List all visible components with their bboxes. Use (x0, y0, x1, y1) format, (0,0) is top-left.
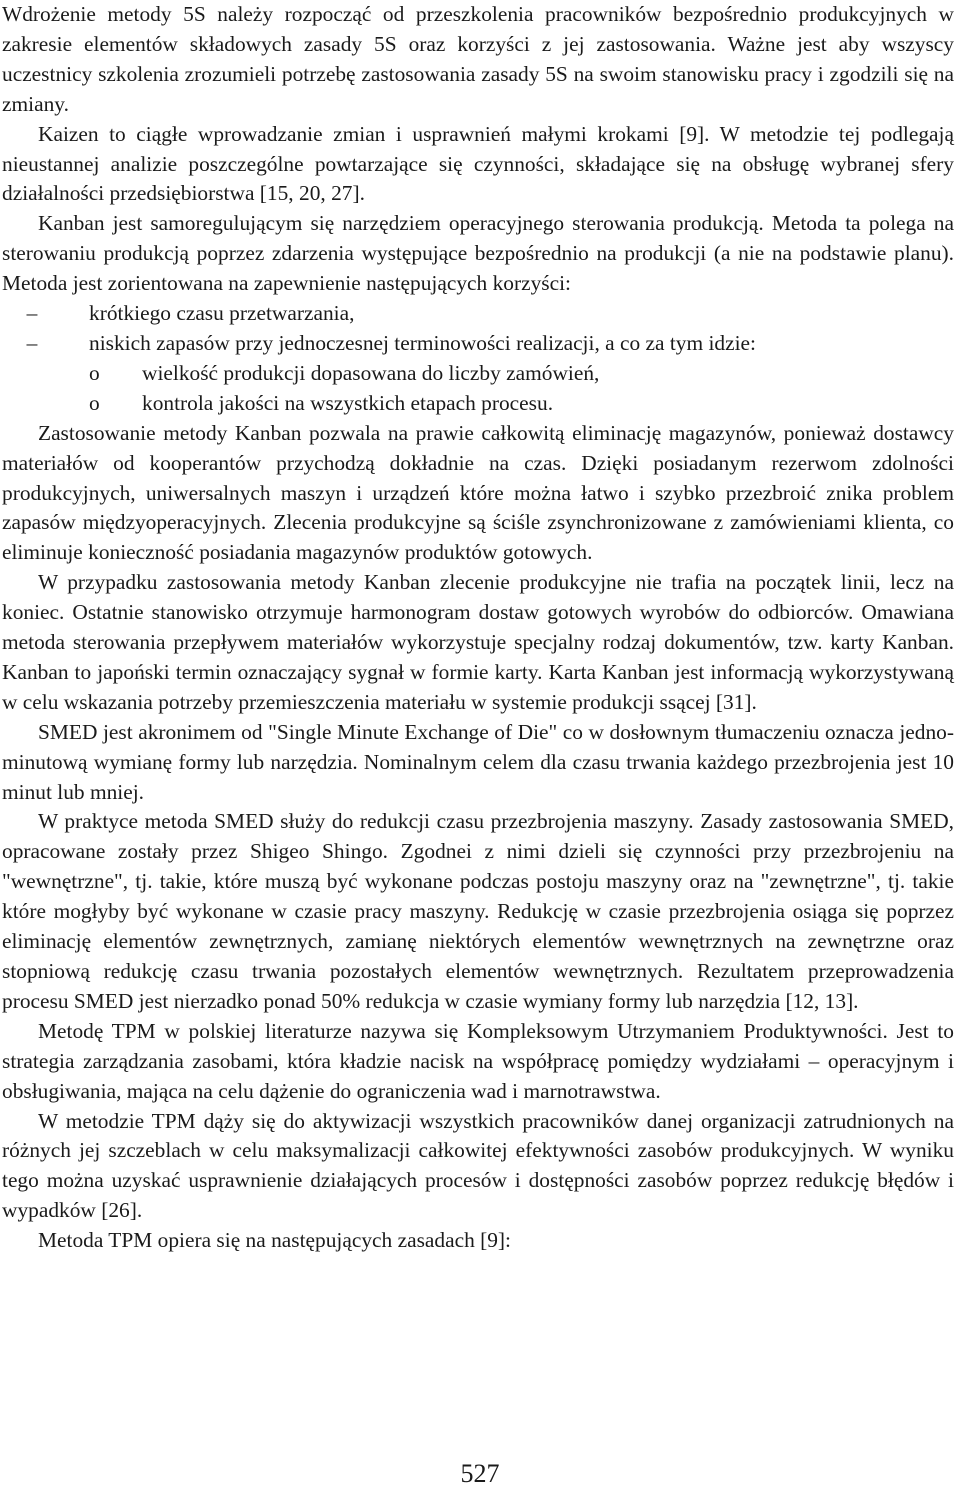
list-item-text: niskich zapasów przy jednoczesnej terminowości realizacji, a co za tym idzie: (89, 330, 756, 355)
paragraph-kanban-elimination: Zastosowanie metody Kanban pozwala na prawie całkowitą eliminację magazynów, ponieważ dostawcy materiałów od kooperantów przychodzą dokładnie na czas. Dzięki posiadanym rezerwom zdolności produkcyjnych, uniwersalnych maszyn i urządzeń które można łatwo i szybko przezbroić znika problem zapasów międzyoperacyjnych. Zlecenia produkcyjne są ściśle zsynchronizowane z zamówieniami klienta, co eliminuje konieczność posiadania magazynów produktów gotowych. (2, 420, 954, 565)
paragraph-tpm-principles: Metoda TPM opiera się na następujących zasadach [9]: (38, 1228, 511, 1253)
sublist-item (2, 389, 954, 419)
list-item (2, 329, 954, 359)
kanban-benefits-list (2, 299, 954, 359)
paragraph-kanban-cards: W przypadku zastosowania metody Kanban zlecenie produkcyjne nie trafia na początek linii, lecz na koniec. Ostatnie stanowisko otrzymuje harmonogram dostaw gotowych wyrobów do odbiorców. Omawiana metoda sterowania przepływem materiałów wykorzystuje specjalny rodzaj dokumentów, tzw. karty Kanban. Kanban to japoński termin oznaczający sygnał w formie karty. Karta Kanban jest informacją wykorzystywaną w celu wskazania potrzeby przemieszczenia materiału w systemie produkcji ssącej [31]. (2, 570, 954, 714)
paragraph-kaizen: Kaizen to ciągłe wprowadzanie zmian i usprawnień małymi krokami [9]. W metodzie tej podlegają nieustannej analizie poszczególne powtarzające się czynności, składające się na obsługę wybranej sfery działalności przedsiębiorstwa [15, 20, 27]. (2, 121, 954, 206)
paragraph-kanban-intro: Kanban jest samoregulującym się narzędziem operacyjnego sterowania produkcją. Metoda ta polega na sterowaniu produkcją poprzez zdarzenia występujące bezpośrednio na produkcji (a nie na podstawie planu). Metoda jest zorientowana na zapewnienie następujących korzyści: (2, 211, 954, 296)
paragraph-smed-definition: SMED jest akronimem od "Single Minute Exchange of Die" co w dosłownym tłumaczeniu oznacza jedno-minutową wymianę formy lub narzędzia. Nominalnym celem dla czasu trwania każdego przezbrojenia jest 10 minut lub mniej. (2, 719, 954, 804)
list-item-text: krótkiego czasu przetwarzania, (89, 301, 355, 326)
circle-bullet: o (89, 390, 100, 415)
document-page (2, 0, 954, 1256)
list-item (2, 299, 954, 329)
paragraph-tpm-definition: Metodę TPM w polskiej literaturze nazywa się Kompleksowym Utrzymaniem Produktywności. Jest to strategia zarządzania zasobami, która kładzie nacisk na współpracę pomiędzy wydziałami – operacyjnym i obsługiwania, mająca na celu dążenie do ograniczenia wad i marnotrawstwa. (2, 1018, 954, 1103)
kanban-benefits-sublist (2, 359, 954, 419)
page-number: 527 (460, 1459, 500, 1488)
dash-bullet: – (26, 330, 38, 355)
dash-bullet: – (26, 301, 38, 326)
paragraph-smed-practice: W praktyce metoda SMED służy do redukcji czasu przezbrojenia maszyny. Zasady zastosowania SMED, opracowane zostały przez Shigeo Shingo. Zgodnei z nimi dzieli się czynności przy przezbrojeniu na "wewnętrzne", tj. takie, które muszą być wykonane podczas postoju maszyny oraz na "zewnętrzne", tj. takie które mogłyby być wykonane w czasie pracy maszyny. Redukcję w czasie przezbrojenia osiąga się poprzez eliminację elementów zewnętrznych, zamianę niektórych elementów wewnętrznych na zewnętrzne oraz stopniową redukcję czasu trwania pozostałych elementów wewnętrznych. Rezultatem przeprowadzenia procesu SMED jest nierzadko ponad 50% redukcja w czasie wymiany formy lub narzędzia [12, 13]. (2, 809, 954, 1013)
sublist-item (2, 359, 954, 389)
circle-bullet: o (89, 360, 100, 385)
sublist-item-text: kontrola jakości na wszystkich etapach procesu. (142, 390, 554, 415)
paragraph-tpm-activation: W metodzie TPM dąży się do aktywizacji wszystkich pracowników danej organizacji zatrudnionych na różnych jej szczeblach w celu maksymalizacji całkowitej efektywności zasobów produkcyjnych. W wyniku tego można uzyskać usprawnienie działających procesów i dostępności zasobów poprzez redukcję błędów i wypadków [26]. (2, 1108, 954, 1223)
paragraph-5s-training: Wdrożenie metody 5S należy rozpocząć od przeszkolenia pracowników bezpośrednio produkcyjnych w zakresie elementów składowych zasady 5S oraz korzyści z jej zastosowania. Ważne jest aby wszyscy uczestnicy szkolenia zrozumieli potrzebę zastosowania zasady 5S na swoim stanowisku pracy i zgodzili się na zmiany. (2, 2, 954, 116)
sublist-item-text: wielkość produkcji dopasowana do liczby zamówień, (142, 360, 600, 385)
